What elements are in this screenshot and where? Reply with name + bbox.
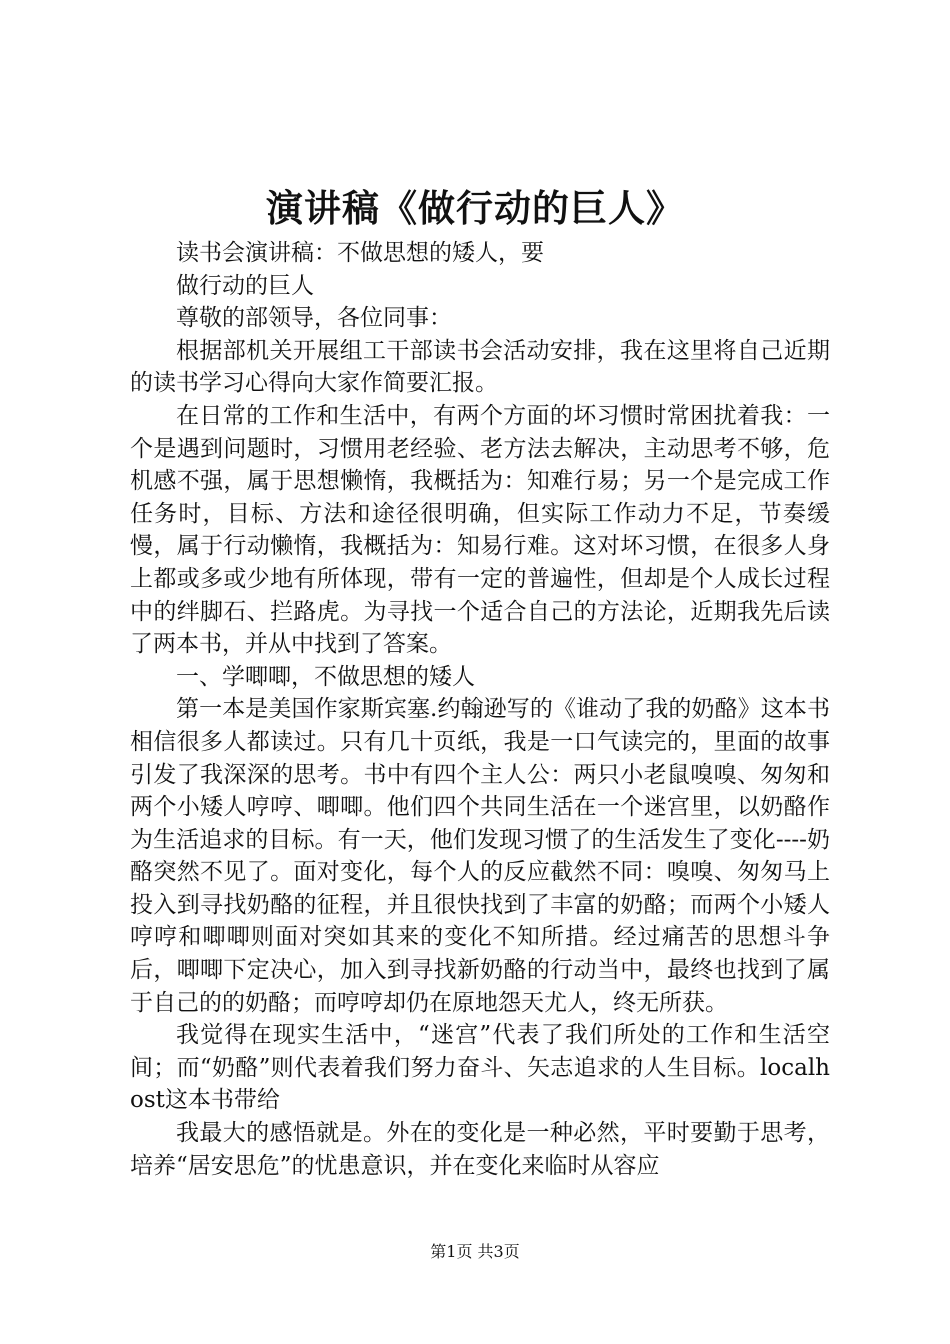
paragraph: 第一本是美国作家斯宾塞.约翰逊写的《谁动了我的奶酪》这本书相信很多人都读过。只有几十页纸，我是一口气读完的，里面的故事引发了我深深的思考。书中有四个主人公：两只小老鼠嗅嗅、匆匆和两个小矮人哼哼、唧唧。他们四个共同生活在一个迷宫里，以奶酪作为生活追求的目标。有一天，他们发现习惯了的生活发生了变化----奶酪突然不见了。面对变化，每个人的反应截然不同：嗅嗅、匆匆马上投入到寻找奶酪的征程，并且很快找到了丰富的奶酪；而两个小矮人哼哼和唧唧则面对突如其来的变化不知所措。经过痛苦的思想斗争后，唧唧下定决心，加入到寻找新奶酪的行动当中，最终也找到了属于自己的的奶酪；而哼哼却仍在原地怨天尤人，终无所获。 [130,696,830,1016]
paragraph: 我最大的感悟就是。外在的变化是一种必然，平时要勤于思考，培养“居安思危”的忧患意识，并在变化来临时从容应 [130,1120,830,1179]
paragraph: 尊敬的部领导，各位同事： [176,305,452,332]
document-body [130,237,830,1182]
paragraph: 读书会演讲稿：不做思想的矮人，要 [176,240,544,266]
paragraph: 在日常的工作和生活中，有两个方面的坏习惯时常困扰着我：一个是遇到问题时，习惯用老经验、老方法去解决，主动思考不够，危机感不强，属于思想懒惰，我概括为：知难行易；另一个是完成工作任务时，目标、方法和途径很明确，但实际工作动力不足，节奏缓慢，属于行动懒惰，我概括为：知易行难。这对坏习惯，在很多人身上都或多或少地有所体现，带有一定的普遍性，但却是个人成长过程中的绊脚石、拦路虎。为寻找一个适合自己的方法论，近期我先后读了两本书，并从中找到了答案。 [130,402,830,658]
page-number-footer: 第1页 共3页 [430,1242,520,1261]
paragraph: 根据部机关开展组工干部读书会活动安排，我在这里将自己近期的读书学习心得向大家作简要汇报。 [130,337,830,397]
paragraph: 我觉得在现实生活中，“迷宫”代表了我们所处的工作和生活空间；而“奶酪”则代表着我们努力奋斗、矢志追求的人生目标。localhost这本书带给 [130,1022,830,1114]
document-title: 演讲稿《做行动的巨人》 [266,186,684,230]
section-heading: 一、学唧唧，不做思想的矮人 [176,663,475,690]
paragraph: 做行动的巨人 [176,272,314,299]
